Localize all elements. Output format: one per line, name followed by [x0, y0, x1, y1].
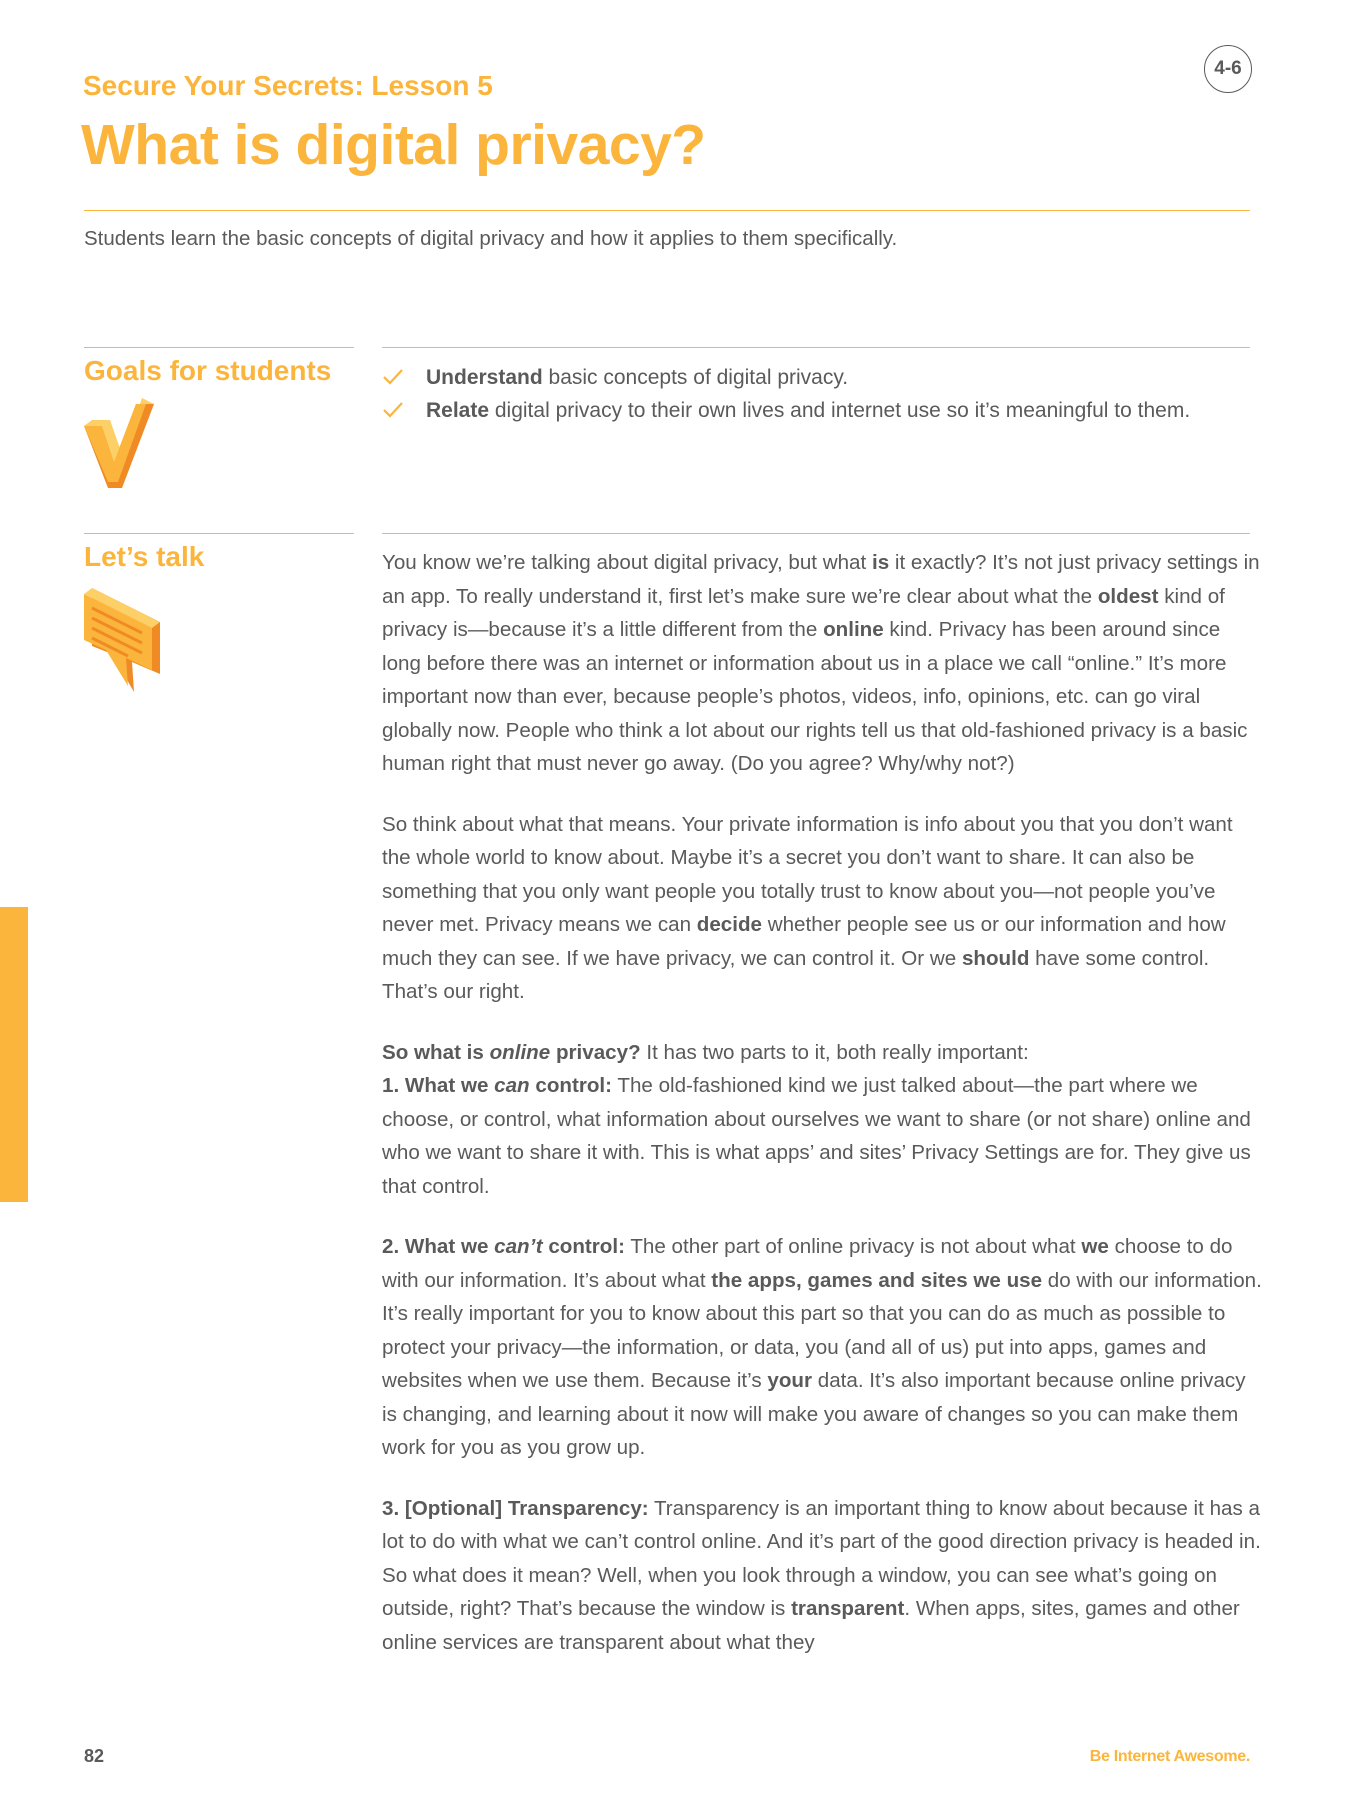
talk-paragraph-5: 3. [Optional] Transparency: Transparency is an important thing to know about because it has a lot to do with what we can’t control online. And it’s part of the good direction privacy is headed in. So what does it mean? Well, when you look through a window, you can see what’s going on outside, right? That’s because the window is transparent. When apps, sites, games and other online services are transparent about what they	[382, 1496, 1261, 1654]
goals-heading: Goals for students	[84, 355, 332, 386]
side-tab-marker	[0, 907, 28, 1202]
goal-text: digital privacy to their own lives and internet use so it’s meaningful to them.	[489, 399, 1191, 422]
talk-heading: Let’s talk	[84, 541, 205, 572]
goal-item	[382, 394, 1262, 427]
goals-divider-right	[382, 347, 1250, 348]
talk-divider-right	[382, 533, 1250, 534]
goal-text: basic concepts of digital privacy.	[542, 366, 849, 389]
page-number: 82	[84, 1746, 105, 1766]
talk-body	[382, 546, 1262, 1686]
page-title: What is digital privacy?	[81, 113, 706, 177]
talk-paragraph-2: So think about what that means. Your private information is info about you that you don’t want the whole world to know about. Maybe it’s a secret you don’t want to share. It can also be something that you only want people you totally trust to know about you—not people you’ve never met. Privacy means we can decide whether people see us or our information and how much they can see. If we have privacy, we can control it. Or we should have some control. That’s our right.	[382, 812, 1233, 1003]
checkmark-icon	[84, 398, 156, 495]
lesson-subtitle: Secure Your Secrets: Lesson 5	[83, 70, 493, 101]
check-bullet-icon	[382, 366, 404, 388]
goal-strong: Relate	[426, 399, 490, 422]
check-bullet-icon	[382, 399, 404, 421]
goal-item	[382, 361, 1262, 394]
talk-paragraph-3: So what is online privacy? It has two parts to it, both really important: 1. What we can control: The old-fashioned kind we just talked about—the part where we choose, or control, what information about ourselves we want to share (or not share) online and who we want to share it with. This is what apps’ and sites’ Privacy Settings are for. They give us that control.	[382, 1040, 1251, 1198]
title-divider	[84, 210, 1250, 211]
grade-badge: 4-6	[1204, 45, 1252, 93]
goals-divider-left	[84, 347, 354, 348]
talk-paragraph-1: You know we’re talking about digital privacy, but what is it exactly? It’s not just privacy settings in an app. To really understand it, first let’s make sure we’re clear about what the oldest kind of privacy is—because it’s a little different from the online kind. Privacy has been around since long before there was an internet or information about us in a place we call “online.” It’s more important now than ever, because people’s photos, videos, info, opinions, etc. can go viral globally now. People who think a lot about our rights tell us that old-fashioned privacy is a basic human right that must never go away. (Do you agree? Why/why not?)	[382, 551, 1260, 775]
talk-divider-left	[84, 533, 354, 534]
lesson-intro: Students learn the basic concepts of digital privacy and how it applies to them specifically.	[84, 227, 898, 250]
goals-list	[382, 361, 1262, 427]
brand-logo: Be Internet Awesome.	[1089, 1748, 1250, 1765]
goal-strong: Understand	[426, 366, 543, 389]
talk-paragraph-4: 2. What we can’t control: The other part of online privacy is not about what we choose to do with our information. It’s about what the apps, games and sites we use do with our information. It’s really important for you to know about this part so that you can do as much as possible to protect your privacy—the information, or data, you (and all of us) put into apps, games and websites when we use them. Because it’s your data. It’s also important because online privacy is changing, and learning about it now will make you aware of changes so you can make them work for you as you grow up.	[382, 1235, 1262, 1459]
speech-bubble-icon	[84, 588, 164, 699]
